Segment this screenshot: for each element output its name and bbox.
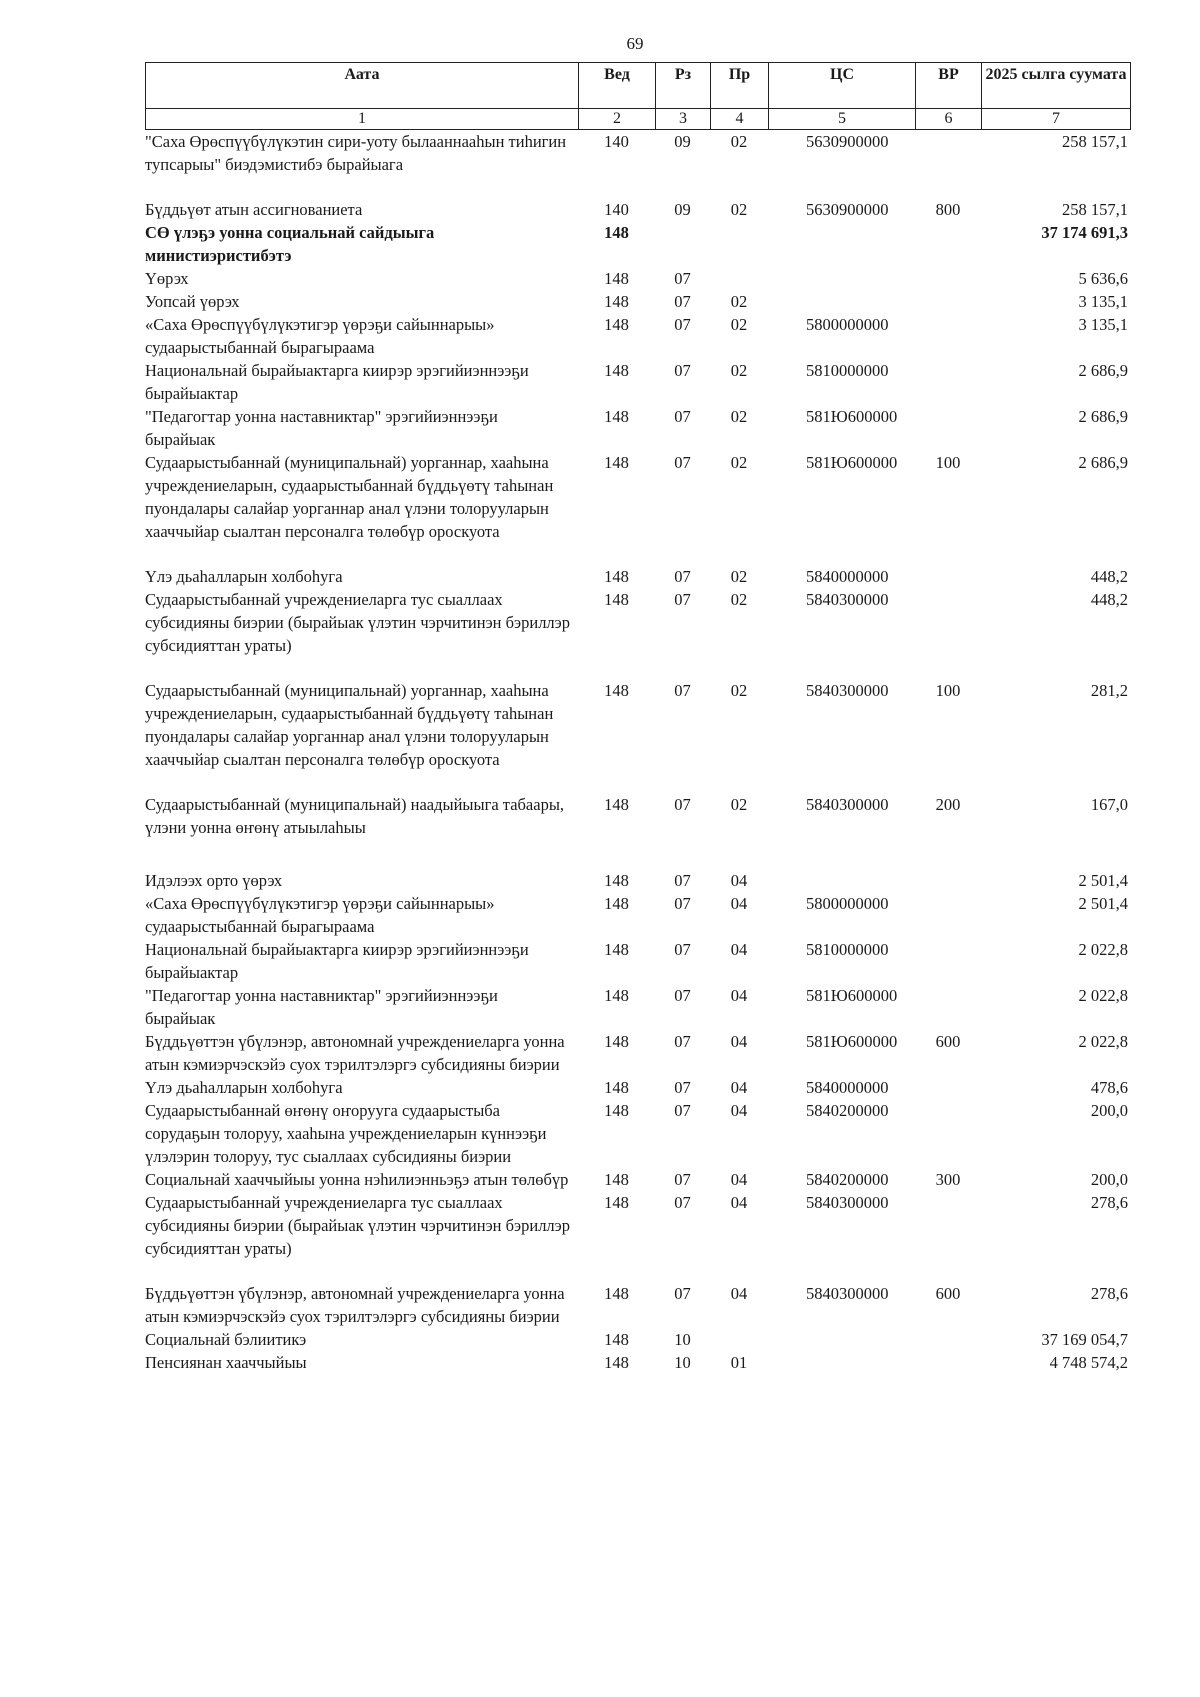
row-amount: 278,6 — [1090, 1284, 1128, 1303]
row-rz: 07 — [674, 315, 691, 334]
row-cs: 5810000000 — [806, 940, 889, 959]
row-ved: 148 — [604, 1101, 629, 1120]
table-header — [145, 62, 1131, 130]
row-pr: 02 — [730, 361, 748, 380]
row-pr: 04 — [730, 940, 748, 959]
table-row — [145, 221, 1130, 267]
table-row — [145, 1328, 1130, 1351]
row-cs: 5840300000 — [806, 681, 889, 700]
row-ved: 148 — [604, 871, 629, 890]
row-vr: 600 — [935, 1032, 961, 1051]
row-name: СӨ үлэҕэ уонна социальнай сайдыыга министиэристибэтэ — [145, 223, 435, 265]
header-cs: ЦС — [769, 63, 916, 109]
row-vr — [915, 267, 981, 290]
row-rz: 09 — [674, 200, 691, 219]
row-vr — [915, 290, 981, 313]
row-name: Социальнай бэлиитикэ — [145, 1330, 307, 1349]
row-pr: 04 — [730, 1193, 748, 1212]
row-pr: 02 — [730, 407, 748, 426]
row-ved: 148 — [604, 1330, 629, 1349]
row-vr — [915, 1351, 981, 1374]
row-cs: 5840200000 — [806, 1170, 889, 1189]
row-vr — [915, 1191, 981, 1282]
table-row — [145, 1191, 1130, 1282]
row-amount: 2 501,4 — [1078, 871, 1128, 890]
row-name: Үлэ дьаһалларын холбоһуга — [145, 567, 343, 586]
row-pr: 02 — [730, 315, 748, 334]
page-number: 69 — [626, 34, 644, 53]
row-vr — [915, 869, 981, 892]
table-row — [145, 267, 1130, 290]
row-name: Бүддьүөттэн үбүлэнэр, автономнай учреждениеларга уонна атын кэмиэрчэскэйэ суох тэрилтэлэргэ субсидияны биэрии — [145, 1284, 565, 1326]
row-cs: 5840300000 — [806, 1284, 889, 1303]
row-pr: 04 — [730, 894, 748, 913]
row-vr — [915, 892, 981, 938]
row-ved: 148 — [604, 894, 629, 913]
row-vr — [915, 588, 981, 679]
row-vr: 200 — [935, 795, 961, 814]
row-amount: 37 169 054,7 — [1041, 1330, 1128, 1349]
row-name: Судаарыстыбаннай учреждениеларга тус сыаллаах субсидияны биэрии (бырайыак үлэтин чэрчитинэн бэриллэр субсидияттан ураты) — [145, 1193, 570, 1258]
table-row — [145, 1351, 1130, 1374]
row-ved: 148 — [604, 315, 629, 334]
table-row — [145, 892, 1130, 938]
row-rz: 07 — [674, 986, 691, 1005]
row-cs: 5840200000 — [806, 1101, 889, 1120]
table-row — [145, 938, 1130, 984]
row-pr: 02 — [730, 453, 748, 472]
row-amount: 2 022,8 — [1078, 940, 1128, 959]
row-pr — [710, 1328, 768, 1351]
row-cs: 5840000000 — [806, 1078, 889, 1097]
row-vr: 100 — [935, 681, 961, 700]
row-ved: 148 — [604, 453, 629, 472]
row-rz: 07 — [674, 1078, 691, 1097]
row-amount: 3 135,1 — [1078, 315, 1128, 334]
row-ved: 140 — [604, 200, 629, 219]
header-name: Аата — [146, 63, 579, 109]
row-pr: 02 — [730, 590, 748, 609]
row-vr — [915, 359, 981, 405]
row-pr: 02 — [730, 567, 748, 586]
header-number: 3 — [656, 109, 711, 130]
row-amount: 448,2 — [1090, 590, 1128, 609]
row-cs: 5840300000 — [806, 1193, 889, 1212]
row-vr — [915, 984, 981, 1030]
row-amount: 448,2 — [1090, 567, 1128, 586]
row-pr — [710, 221, 768, 267]
row-name: Судаарыстыбаннай өҥөнү оҥорууга судаарыстыба сорудаҕын толоруу, хааһына учреждениеларын күннээҕи үлэлэрин толоруу, тус сыаллаах субсидияны биэрии — [145, 1101, 547, 1166]
row-pr: 02 — [730, 292, 748, 311]
row-pr: 01 — [730, 1353, 748, 1372]
row-name: «Саха Өрөспүүбүлүкэтигэр үөрэҕи сайыннарыы» судаарыстыбаннай бырагыраама — [145, 315, 495, 357]
row-rz: 07 — [674, 1101, 691, 1120]
row-ved: 148 — [604, 986, 629, 1005]
row-rz: 07 — [674, 1170, 691, 1189]
table-row — [145, 313, 1130, 359]
row-amount: 478,6 — [1090, 1078, 1128, 1097]
row-name: Национальнай бырайыактарга киирэр эрэгийиэннээҕи бырайыактар — [145, 361, 529, 403]
table-row — [145, 1168, 1130, 1191]
row-name: Судаарыстыбаннай (муниципальнай) уорганнар, хааһына учреждениеларын, судаарыстыбаннай бүддьүөтү таһынан пуондалары салайар уорганнар анал үлэни толорууларын хааччыйар сыалтан персоналга төлөбүр ороскуота — [145, 453, 554, 541]
row-amount: 281,2 — [1090, 681, 1128, 700]
header-number: 2 — [579, 109, 656, 130]
row-ved: 148 — [604, 567, 629, 586]
row-pr: 02 — [730, 200, 748, 219]
header-amount: 2025 сылга суумата — [982, 63, 1131, 109]
row-ved: 148 — [604, 223, 629, 242]
table-row — [145, 679, 1130, 793]
row-name: Национальнай бырайыактарга киирэр эрэгийиэннээҕи бырайыактар — [145, 940, 529, 982]
row-amount: 258 157,1 — [1062, 132, 1128, 151]
header-number: 7 — [982, 109, 1131, 130]
row-cs: 5840300000 — [806, 795, 889, 814]
row-cs — [768, 290, 915, 313]
row-name: Судаарыстыбаннай учреждениеларга тус сыаллаах субсидияны биэрии (бырайыак үлэтин чэрчитинэн бэриллэр субсидияттан ураты) — [145, 590, 570, 655]
row-name: Судаарыстыбаннай (муниципальнай) наадыйыыга табаары, үлэни уонна өҥөнү атыылаһыы — [145, 795, 565, 837]
row-amount: 2 686,9 — [1078, 453, 1128, 472]
row-amount: 4 748 574,2 — [1049, 1353, 1128, 1372]
row-pr: 02 — [730, 795, 748, 814]
row-amount: 167,0 — [1090, 795, 1128, 814]
row-vr — [915, 938, 981, 984]
table-row — [145, 793, 1130, 869]
row-ved: 148 — [604, 1353, 629, 1372]
row-name: Уопсай үөрэх — [145, 292, 240, 311]
row-amount: 200,0 — [1090, 1170, 1128, 1189]
table-row — [145, 198, 1130, 221]
row-cs: 5810000000 — [806, 361, 889, 380]
row-vr — [915, 1076, 981, 1099]
row-rz: 07 — [674, 361, 691, 380]
row-name: Үөрэх — [145, 269, 189, 288]
row-rz: 07 — [674, 292, 691, 311]
row-vr — [915, 405, 981, 451]
header-number: 1 — [146, 109, 579, 130]
row-pr: 04 — [730, 1284, 748, 1303]
row-ved: 148 — [604, 1170, 629, 1189]
table-row — [145, 869, 1130, 892]
row-amount: 5 636,6 — [1078, 269, 1128, 288]
row-ved: 148 — [604, 269, 629, 288]
table-row — [145, 290, 1130, 313]
row-cs — [768, 869, 915, 892]
row-ved: 148 — [604, 590, 629, 609]
row-amount: 37 174 691,3 — [1041, 223, 1128, 242]
row-vr: 800 — [935, 200, 961, 219]
row-vr: 600 — [935, 1284, 961, 1303]
header-number: 5 — [769, 109, 916, 130]
row-cs — [768, 221, 915, 267]
row-vr — [915, 1328, 981, 1351]
row-cs: 5630900000 — [806, 132, 889, 151]
row-name: Идэлээх орто үөрэх — [145, 871, 283, 890]
table-row — [145, 1030, 1130, 1076]
row-rz: 07 — [674, 453, 691, 472]
row-ved: 148 — [604, 292, 629, 311]
header-number: 4 — [711, 109, 769, 130]
table-row — [145, 588, 1130, 679]
row-pr: 04 — [730, 871, 748, 890]
table-row — [145, 359, 1130, 405]
row-cs: 581Ю600000 — [806, 1032, 898, 1051]
row-rz: 07 — [674, 590, 691, 609]
row-cs: 5800000000 — [806, 894, 889, 913]
row-name: Бүддьүөт атын ассигнованиета — [145, 200, 363, 219]
budget-table — [145, 62, 1130, 1374]
row-cs: 581Ю600000 — [806, 453, 898, 472]
row-name: Судаарыстыбаннай (муниципальнай) уорганнар, хааһына учреждениеларын, судаарыстыбаннай бүддьүөтү таһынан пуондалары салайар уорганнар анал үлэни толорууларын хааччыйар сыалтан персоналга төлөбүр ороскуота — [145, 681, 554, 769]
row-cs: 5630900000 — [806, 200, 889, 219]
row-pr — [710, 267, 768, 290]
row-amount: 2 022,8 — [1078, 986, 1128, 1005]
row-ved: 148 — [604, 795, 629, 814]
row-name: "Педагогтар уонна наставниктар" эрэгийиэннээҕи бырайыак — [145, 407, 498, 449]
table-row — [145, 1282, 1130, 1328]
row-rz: 07 — [674, 269, 691, 288]
row-rz: 09 — [674, 132, 691, 151]
row-ved: 148 — [604, 1284, 629, 1303]
row-cs: 5800000000 — [806, 315, 889, 334]
row-ved: 148 — [604, 681, 629, 700]
row-pr: 04 — [730, 1170, 748, 1189]
row-name: «Саха Өрөспүүбүлүкэтигэр үөрэҕи сайыннарыы» судаарыстыбаннай бырагыраама — [145, 894, 495, 936]
row-amount: 258 157,1 — [1062, 200, 1128, 219]
row-rz: 07 — [674, 1284, 691, 1303]
row-rz: 07 — [674, 567, 691, 586]
row-ved: 140 — [604, 132, 629, 151]
row-cs: 581Ю600000 — [806, 986, 898, 1005]
row-cs: 581Ю600000 — [806, 407, 898, 426]
row-pr: 04 — [730, 986, 748, 1005]
header-rz: Рз — [656, 63, 711, 109]
row-rz: 07 — [674, 1193, 691, 1212]
row-rz: 07 — [674, 407, 691, 426]
row-cs — [768, 1328, 915, 1351]
row-ved: 148 — [604, 940, 629, 959]
header-ved: Вед — [579, 63, 656, 109]
header-pr: Пр — [711, 63, 769, 109]
row-vr: 100 — [935, 453, 961, 472]
row-ved: 148 — [604, 1078, 629, 1097]
row-rz: 07 — [674, 894, 691, 913]
row-pr: 04 — [730, 1078, 748, 1097]
row-rz — [655, 221, 710, 267]
row-pr: 04 — [730, 1032, 748, 1051]
row-name: Социальнай хааччыйыы уонна нэһилиэнньэҕэ атын төлөбүр — [145, 1170, 569, 1189]
table-body — [145, 130, 1130, 1374]
row-rz: 07 — [674, 940, 691, 959]
row-rz: 10 — [674, 1353, 691, 1372]
row-amount: 3 135,1 — [1078, 292, 1128, 311]
row-cs — [768, 1351, 915, 1374]
table-row — [145, 405, 1130, 451]
row-rz: 07 — [674, 681, 691, 700]
row-rz: 07 — [674, 795, 691, 814]
row-rz: 07 — [674, 871, 691, 890]
row-cs: 5840000000 — [806, 567, 889, 586]
row-vr — [915, 313, 981, 359]
row-ved: 148 — [604, 1193, 629, 1212]
row-name: Бүддьүөттэн үбүлэнэр, автономнай учреждениеларга уонна атын кэмиэрчэскэйэ суох тэрилтэлэргэ субсидияны биэрии — [145, 1032, 565, 1074]
row-ved: 148 — [604, 1032, 629, 1051]
table-row — [145, 984, 1130, 1030]
row-pr: 02 — [730, 681, 748, 700]
row-cs — [768, 267, 915, 290]
row-cs: 5840300000 — [806, 590, 889, 609]
row-rz: 10 — [674, 1330, 691, 1349]
row-vr — [915, 1099, 981, 1168]
row-name: Үлэ дьаһалларын холбоһуга — [145, 1078, 343, 1097]
table-row — [145, 565, 1130, 588]
row-name: "Саха Өрөспүүбүлүкэтин сири-уоту былааннааһын тиһигин тупсарыы" биэдэмистибэ бырайыага — [145, 132, 567, 174]
row-ved: 148 — [604, 407, 629, 426]
table-row — [145, 1099, 1130, 1168]
row-rz: 07 — [674, 1032, 691, 1051]
row-vr: 300 — [935, 1170, 961, 1189]
table-row — [145, 1076, 1130, 1099]
table-row — [145, 451, 1130, 565]
row-name: "Педагогтар уонна наставниктар" эрэгийиэннээҕи бырайыак — [145, 986, 498, 1028]
row-ved: 148 — [604, 361, 629, 380]
row-amount: 278,6 — [1090, 1193, 1128, 1212]
table-row — [145, 130, 1130, 198]
row-name: Пенсиянан хааччыйыы — [145, 1353, 307, 1372]
row-vr — [915, 130, 981, 198]
header-number: 6 — [916, 109, 982, 130]
row-amount: 200,0 — [1090, 1101, 1128, 1120]
row-amount: 2 686,9 — [1078, 361, 1128, 380]
row-vr — [915, 565, 981, 588]
row-amount: 2 686,9 — [1078, 407, 1128, 426]
row-amount: 2 022,8 — [1078, 1032, 1128, 1051]
row-pr: 04 — [730, 1101, 748, 1120]
header-vr: ВР — [916, 63, 982, 109]
row-vr — [915, 221, 981, 267]
row-pr: 02 — [730, 132, 748, 151]
row-amount: 2 501,4 — [1078, 894, 1128, 913]
